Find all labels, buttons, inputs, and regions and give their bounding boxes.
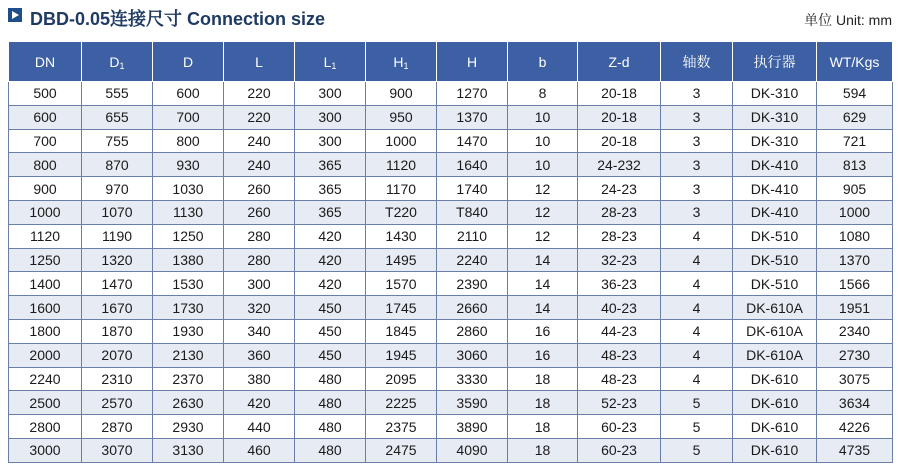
table-cell: 700 [153,105,224,129]
table-cell: 1070 [82,200,153,224]
table-row [9,367,893,391]
title-bar [8,4,892,30]
table-cell: 24-232 [578,153,661,177]
table-cell: 365 [295,200,366,224]
column-header [733,42,817,82]
table-cell: 36-23 [578,272,661,296]
table-cell: 4 [661,319,733,343]
table-cell: 1566 [817,272,893,296]
table-cell: 14 [508,248,578,272]
table-cell: 450 [295,296,366,320]
table-cell: 1495 [366,248,437,272]
table-cell: 1370 [437,105,508,129]
table-cell: DK-610 [733,438,817,462]
table-cell: 1430 [366,224,437,248]
table-cell: 555 [82,82,153,106]
table-cell: 900 [366,82,437,106]
table-cell: 280 [224,248,295,272]
table-cell: 480 [295,438,366,462]
table-cell: 629 [817,105,893,129]
table-cell: DK-310 [733,129,817,153]
table-cell: T840 [437,200,508,224]
table-cell: 480 [295,415,366,439]
table-cell: 900 [9,177,82,201]
table-row [9,82,893,106]
table-cell: 24-23 [578,177,661,201]
table-cell: 2860 [437,319,508,343]
table-cell: 800 [153,129,224,153]
column-header [578,42,661,82]
table-cell: 40-23 [578,296,661,320]
table-cell: 48-23 [578,343,661,367]
table-cell: 16 [508,343,578,367]
table-cell: 1320 [82,248,153,272]
table-body [9,82,893,463]
table-cell: 594 [817,82,893,106]
table-cell: 2800 [9,415,82,439]
table-cell: 300 [295,129,366,153]
table-cell: 1000 [9,200,82,224]
table-cell: 3060 [437,343,508,367]
table-cell: 18 [508,367,578,391]
column-header-subscript: 1 [119,60,125,71]
table-row [9,319,893,343]
column-header-label: DN [34,53,56,70]
table-cell: 2095 [366,367,437,391]
table-cell: 365 [295,177,366,201]
table-cell: 2730 [817,343,893,367]
table-cell: 52-23 [578,391,661,415]
table-cell: 1470 [82,272,153,296]
column-header-label: L [323,53,332,70]
table-cell: 300 [295,105,366,129]
table-cell: 260 [224,177,295,201]
column-header [366,42,437,82]
table-cell: 18 [508,391,578,415]
table-cell: 800 [9,153,82,177]
table-cell: 1845 [366,319,437,343]
table-cell: 2660 [437,296,508,320]
table-cell: 14 [508,296,578,320]
table-cell: 300 [295,82,366,106]
table-cell: 420 [295,224,366,248]
table-cell: 1000 [817,200,893,224]
table-cell: 3130 [153,438,224,462]
play-triangle-icon [8,8,22,22]
table-cell: 655 [82,105,153,129]
table-row [9,153,893,177]
table-cell: 2110 [437,224,508,248]
table-cell: 4 [661,248,733,272]
table-cell: 2225 [366,391,437,415]
table-cell: 420 [295,272,366,296]
column-header-subscript: 1 [331,60,337,71]
table-cell: 2930 [153,415,224,439]
table-cell: T220 [366,200,437,224]
table-cell: 2370 [153,367,224,391]
table-cell: 870 [82,153,153,177]
table-cell: 1600 [9,296,82,320]
table-cell: 5 [661,391,733,415]
table-cell: 16 [508,319,578,343]
table-cell: 1120 [366,153,437,177]
table-cell: DK-510 [733,224,817,248]
table-cell: 2375 [366,415,437,439]
column-header-label: WT/Kgs [829,53,880,70]
table-cell: 2340 [817,319,893,343]
table-cell: 1120 [9,224,82,248]
column-header [817,42,893,82]
table-cell: 3 [661,153,733,177]
table-row [9,438,893,462]
table-cell: 4 [661,367,733,391]
column-header-subscript: 1 [403,60,409,71]
table-row [9,272,893,296]
table-cell: 1030 [153,177,224,201]
table-cell: 1250 [9,248,82,272]
table-cell: 2570 [82,391,153,415]
table-cell: DK-510 [733,272,817,296]
table-cell: 44-23 [578,319,661,343]
table-cell: 20-18 [578,82,661,106]
unit-label: 单位 Unit: mm [804,12,892,28]
table-cell: 4 [661,343,733,367]
table-cell: 10 [508,153,578,177]
table-row [9,343,893,367]
table-cell: DK-410 [733,177,817,201]
table-cell: DK-510 [733,248,817,272]
column-header [437,42,508,82]
table-cell: 1800 [9,319,82,343]
table-cell: 3 [661,200,733,224]
column-header [508,42,578,82]
table-cell: 4090 [437,438,508,462]
table-cell: 260 [224,200,295,224]
table-cell: DK-610 [733,415,817,439]
table-cell: 2130 [153,343,224,367]
table-cell: DK-610A [733,296,817,320]
table-row [9,105,893,129]
table-cell: 3634 [817,391,893,415]
table-cell: 1130 [153,200,224,224]
column-header [224,42,295,82]
table-row [9,200,893,224]
column-header-label: L [255,53,263,70]
table-row [9,415,893,439]
table-cell: 1470 [437,129,508,153]
table-cell: 20-18 [578,105,661,129]
table-cell: 1270 [437,82,508,106]
table-cell: 2240 [437,248,508,272]
table-cell: 1951 [817,296,893,320]
table-cell: 700 [9,129,82,153]
table-cell: 3590 [437,391,508,415]
table-cell: 3 [661,129,733,153]
table-cell: 600 [9,105,82,129]
table-cell: 18 [508,438,578,462]
table-cell: 32-23 [578,248,661,272]
table-row [9,391,893,415]
column-header-label: D [182,53,194,70]
table-cell: 340 [224,319,295,343]
table-cell: 1080 [817,224,893,248]
table-cell: 3 [661,105,733,129]
table-cell: DK-310 [733,105,817,129]
table-cell: 1570 [366,272,437,296]
table-cell: 2500 [9,391,82,415]
table-cell: 60-23 [578,438,661,462]
table-cell: 300 [224,272,295,296]
table-cell: 2630 [153,391,224,415]
table-cell: 480 [295,367,366,391]
table-cell: 2310 [82,367,153,391]
table-cell: 1670 [82,296,153,320]
table-cell: 10 [508,129,578,153]
table-cell: 600 [153,82,224,106]
table-cell: 5 [661,438,733,462]
table-cell: DK-610A [733,343,817,367]
table-cell: 220 [224,105,295,129]
table-cell: 420 [295,248,366,272]
table-cell: 2475 [366,438,437,462]
table-cell: 48-23 [578,367,661,391]
table-cell: 1640 [437,153,508,177]
table-cell: 970 [82,177,153,201]
table-cell: 1000 [366,129,437,153]
table-row [9,129,893,153]
column-header [82,42,153,82]
table-cell: 2240 [9,367,82,391]
table-cell: 4 [661,224,733,248]
table-cell: 280 [224,224,295,248]
table-cell: 755 [82,129,153,153]
table-cell: 5 [661,415,733,439]
table-cell: 950 [366,105,437,129]
table-cell: 1930 [153,319,224,343]
table-cell: 480 [295,391,366,415]
table-cell: 3 [661,82,733,106]
table-cell: 3000 [9,438,82,462]
table-cell: 4 [661,272,733,296]
table-cell: 1170 [366,177,437,201]
table-cell: 28-23 [578,224,661,248]
table-cell: 380 [224,367,295,391]
table-cell: 1370 [817,248,893,272]
table-cell: 14 [508,272,578,296]
table-cell: 450 [295,319,366,343]
table-cell: 60-23 [578,415,661,439]
table-row [9,248,893,272]
table-header-row [9,42,893,82]
table-cell: 2870 [82,415,153,439]
table-cell: 1740 [437,177,508,201]
table-cell: 4226 [817,415,893,439]
table-cell: 3330 [437,367,508,391]
table-cell: 1380 [153,248,224,272]
table-cell: 3070 [82,438,153,462]
table-cell: 1945 [366,343,437,367]
table-cell: 1400 [9,272,82,296]
table-cell: 1745 [366,296,437,320]
column-header-label: b [538,53,547,70]
column-header-label: 执行器 [753,53,796,70]
table-cell: 18 [508,415,578,439]
table-cell: 420 [224,391,295,415]
table-cell: 1250 [153,224,224,248]
table-cell: 12 [508,224,578,248]
table-cell: 440 [224,415,295,439]
table-cell: 905 [817,177,893,201]
table-cell: 813 [817,153,893,177]
table-cell: 8 [508,82,578,106]
connection-size-table [8,41,893,463]
column-header-label: 轴数 [682,53,711,70]
column-header [661,42,733,82]
table-cell: 2000 [9,343,82,367]
column-header-label: Z-d [608,53,630,70]
table-cell: DK-610 [733,367,817,391]
table-cell: 240 [224,153,295,177]
column-header-label: H [466,53,478,70]
column-header [9,42,82,82]
table-cell: 1870 [82,319,153,343]
table-cell: 3 [661,177,733,201]
table-row [9,224,893,248]
table-cell: 20-18 [578,129,661,153]
table-cell: 2070 [82,343,153,367]
table-cell: 220 [224,82,295,106]
table-cell: 320 [224,296,295,320]
column-header-label: H [393,53,404,70]
column-header-label: D [109,53,120,70]
table-cell: 360 [224,343,295,367]
table-cell: 1530 [153,272,224,296]
page-title: DBD-0.05连接尺寸 Connection size [30,9,326,29]
table-cell: 12 [508,177,578,201]
table-cell: 240 [224,129,295,153]
table-cell: DK-610 [733,391,817,415]
table-cell: 10 [508,105,578,129]
table-cell: 930 [153,153,224,177]
table-cell: 365 [295,153,366,177]
table-row [9,177,893,201]
table-cell: 28-23 [578,200,661,224]
table-cell: DK-410 [733,200,817,224]
table-cell: DK-310 [733,82,817,106]
table-cell: 721 [817,129,893,153]
table-cell: 1190 [82,224,153,248]
table-cell: 460 [224,438,295,462]
column-header [295,42,366,82]
table-cell: 4735 [817,438,893,462]
table-cell: 12 [508,200,578,224]
table-cell: 2390 [437,272,508,296]
table-cell: 450 [295,343,366,367]
table-cell: 3075 [817,367,893,391]
table-cell: DK-410 [733,153,817,177]
table-cell: 500 [9,82,82,106]
column-header [153,42,224,82]
table-cell: 4 [661,296,733,320]
table-cell: 1730 [153,296,224,320]
table-row [9,296,893,320]
table-cell: DK-610A [733,319,817,343]
table-cell: 3890 [437,415,508,439]
